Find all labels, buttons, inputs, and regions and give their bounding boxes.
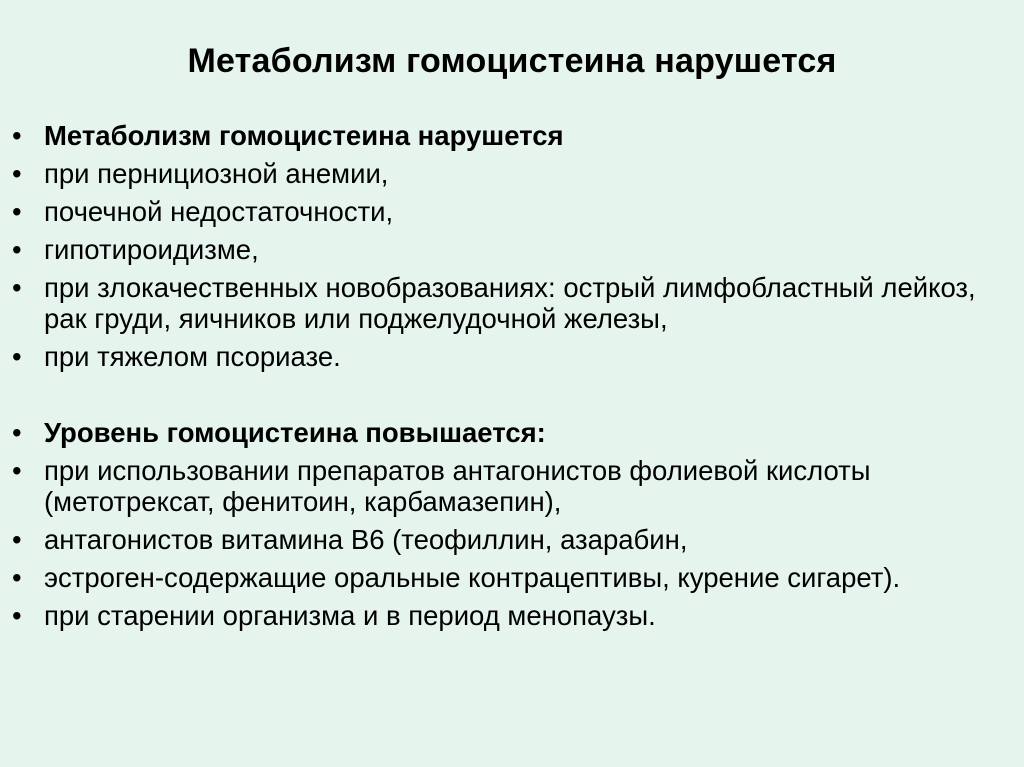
slide-title: Метаболизм гомоцистеина нарушется bbox=[187, 42, 837, 80]
list-item-text: при злокачественных новобразованиях: острый лимфобластный лейкоз, рак груди, яичников или поджелудочной железы, bbox=[44, 272, 976, 334]
list-item-text: антагонистов витамина В6 (теофиллин, азарабин, bbox=[44, 524, 688, 555]
list-item bbox=[0, 455, 1024, 517]
bullet-icon: • bbox=[12, 562, 22, 593]
list-item bbox=[0, 272, 1024, 334]
list-item bbox=[0, 196, 1024, 227]
list-item bbox=[0, 341, 1024, 372]
list-item bbox=[0, 524, 1024, 555]
bullet-icon: • bbox=[12, 272, 22, 303]
list-item-text: при тяжелом псориазе. bbox=[44, 341, 341, 372]
bullet-icon: • bbox=[12, 341, 22, 372]
bullet-icon: • bbox=[12, 120, 22, 151]
bullet-list bbox=[0, 120, 1024, 638]
section2-heading-item bbox=[0, 417, 1024, 448]
section-spacer bbox=[0, 379, 1024, 417]
list-item bbox=[0, 158, 1024, 189]
bullet-icon: • bbox=[12, 417, 22, 448]
section1-heading: Метаболизм гомоцистеина нарушется bbox=[44, 120, 564, 151]
list-item-text: почечной недостаточности, bbox=[44, 196, 394, 227]
list-item bbox=[0, 234, 1024, 265]
list-item-text: при старении организма и в период менопаузы. bbox=[44, 600, 656, 631]
list-item bbox=[0, 562, 1024, 593]
list-item-text: эстроген-содержащие оральные контрацептивы, курение сигарет). bbox=[44, 562, 901, 593]
list-item-text: при использовании препаратов антагонистов фолиевой кислоты (метотрексат, фенитоин, карбамазепин), bbox=[44, 455, 871, 517]
bullet-icon: • bbox=[12, 234, 22, 265]
bullet-icon: • bbox=[12, 455, 22, 486]
list-item-text: гипотироидизме, bbox=[44, 234, 259, 265]
bullet-icon: • bbox=[12, 600, 22, 631]
bullet-icon: • bbox=[12, 196, 22, 227]
list-item-text: при пернициозной анемии, bbox=[44, 158, 389, 189]
bullet-icon: • bbox=[12, 524, 22, 555]
list-item bbox=[0, 600, 1024, 631]
section2-heading: Уровень гомоцистеина повышается: bbox=[44, 417, 546, 448]
bullet-icon: • bbox=[12, 158, 22, 189]
section1-heading-item bbox=[0, 120, 1024, 151]
